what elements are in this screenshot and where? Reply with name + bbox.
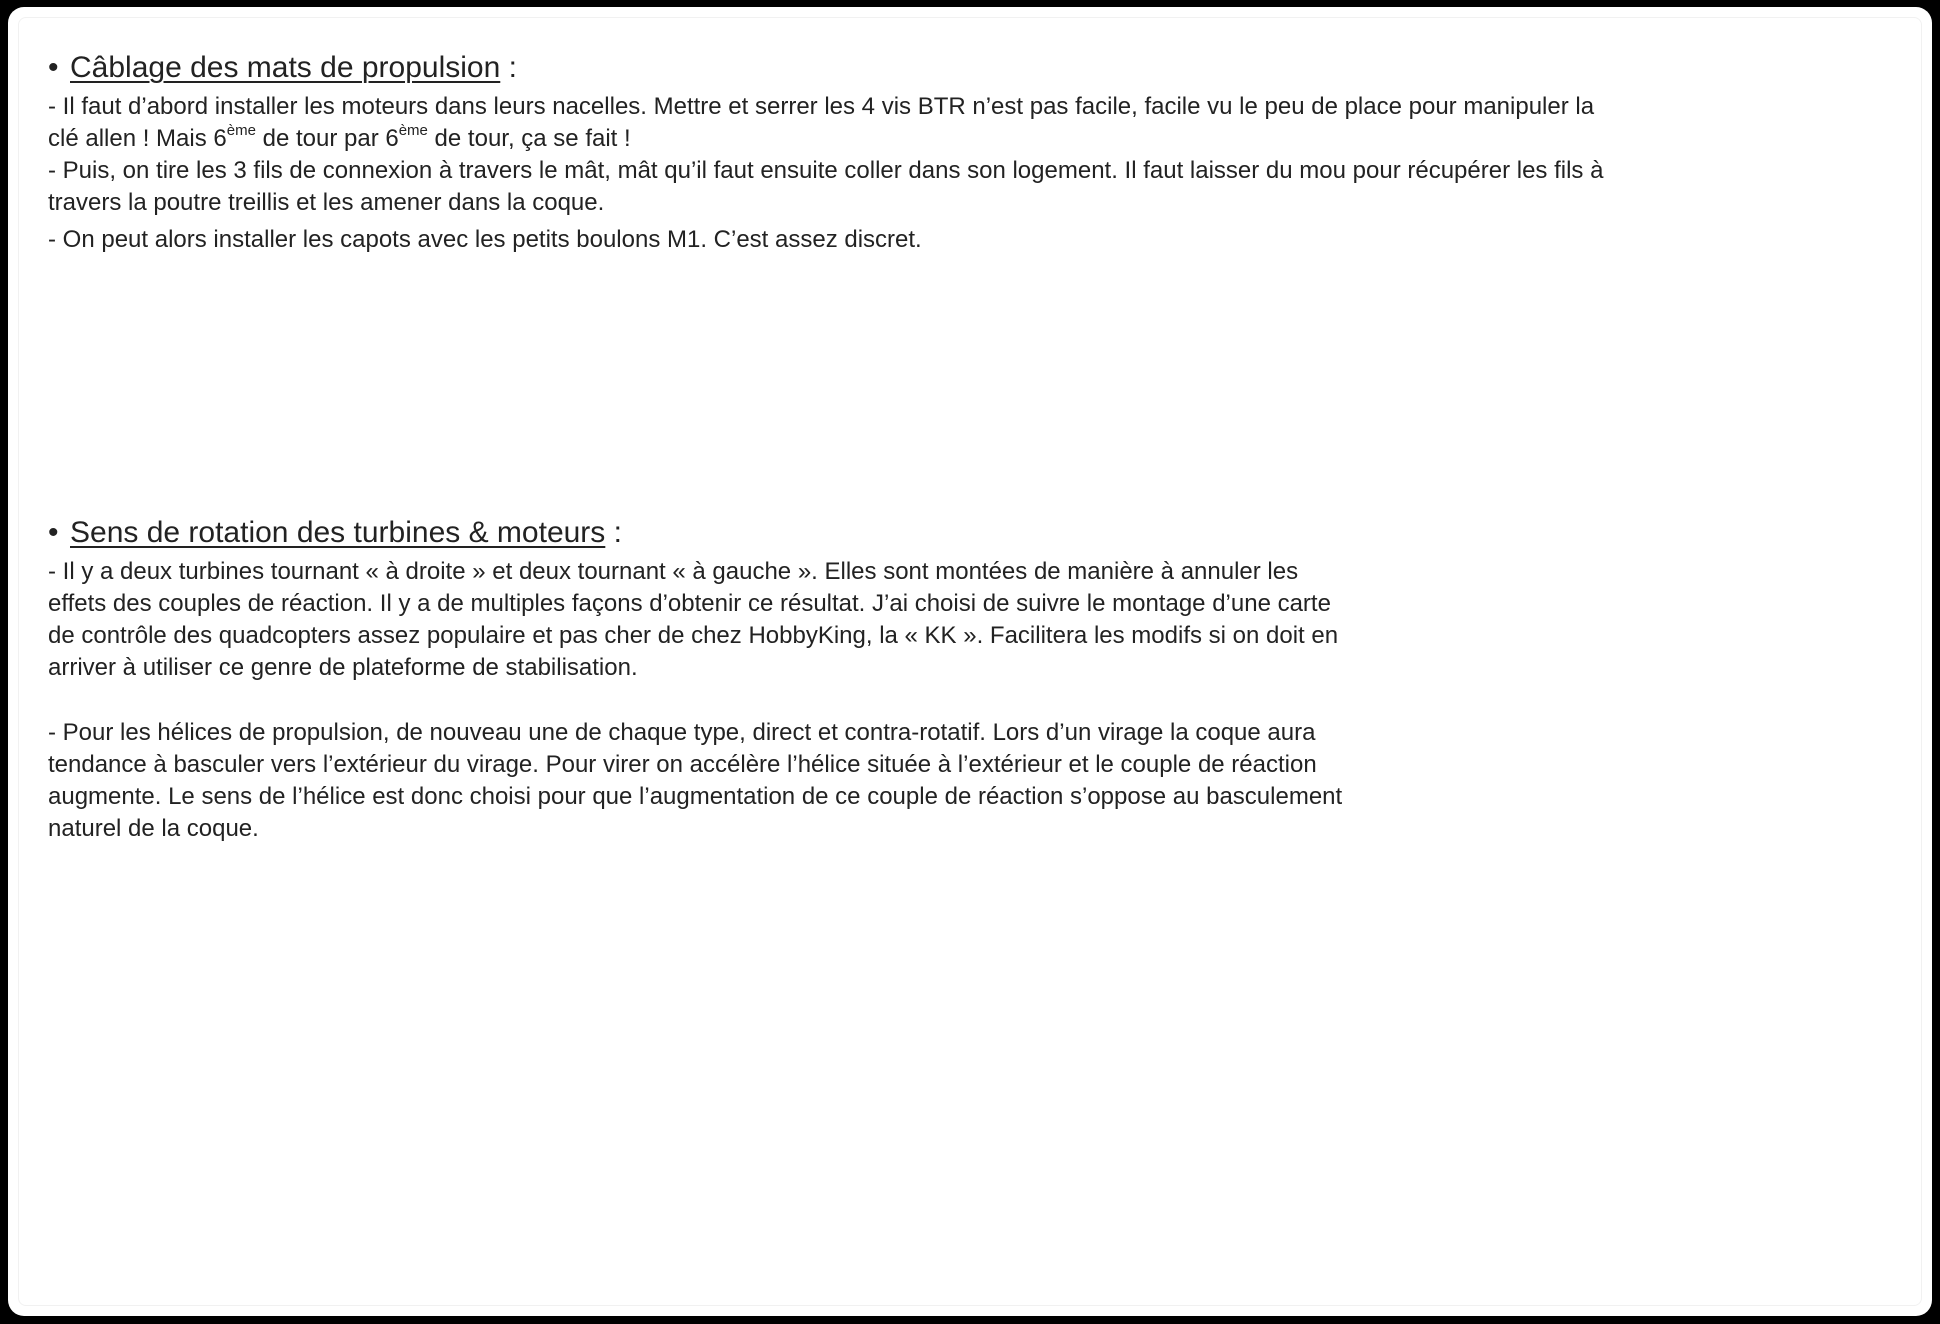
section-title: Câblage des mats de propulsion xyxy=(70,51,501,84)
paragraph-line: augmente. Le sens de l’hélice est donc choisi pour que l’augmentation de ce couple de réaction s’oppose au basculement xyxy=(48,783,1343,810)
bullet-icon: • xyxy=(48,51,59,84)
text-run: de tour, ça se fait ! xyxy=(427,125,631,152)
section-sens-rotation xyxy=(48,515,1342,845)
title-suffix: : xyxy=(500,51,517,84)
paragraph-line: effets des couples de réaction. Il y a de multiples façons d’obtenir ce résultat. J’ai choisi de suivre le montage d’une carte xyxy=(48,590,1331,617)
paragraph-line: - On peut alors installer les capots avec les petits boulons M1. C’est assez discret. xyxy=(48,226,922,253)
paragraph-line: - Pour les hélices de propulsion, de nouveau une de chaque type, direct et contra-rotatif. Lors d’un virage la coque aura xyxy=(48,719,1316,746)
paragraph-line: tendance à basculer vers l’extérieur du virage. Pour virer on accélère l’hélice située à l’extérieur et le couple de réaction xyxy=(48,751,1317,778)
section-cablage xyxy=(48,50,1603,256)
paragraph-line: naturel de la coque. xyxy=(48,815,259,842)
paragraph-line: - Il faut d’abord installer les moteurs dans leurs nacelles. Mettre et serrer les 4 vis BTR n’est pas facile, facile vu le peu de place pour manipuler la xyxy=(48,93,1595,120)
bullet-icon: • xyxy=(48,516,59,549)
paragraph-line: - Puis, on tire les 3 fils de connexion à travers le mât, mât qu’il faut ensuite coller dans son logement. Il faut laisser du mou pour récupérer les fils à xyxy=(48,157,1604,184)
paragraph-line: travers la poutre treillis et les amener dans la coque. xyxy=(48,189,605,216)
superscript: ème xyxy=(398,122,428,139)
text-run: de tour par 6 xyxy=(255,125,399,152)
paragraph-line: arriver à utiliser ce genre de plateforme de stabilisation. xyxy=(48,654,638,681)
text-run: clé allen ! Mais 6 xyxy=(48,125,227,152)
paragraph-line: de contrôle des quadcopters assez populaire et pas cher de chez HobbyKing, la « KK ». Facilitera les modifs si on doit en xyxy=(48,622,1339,649)
paragraph-line xyxy=(48,123,1603,155)
document-page xyxy=(8,7,1932,1316)
section-title: Sens de rotation des turbines & moteurs xyxy=(70,516,606,549)
paragraph-line: - Il y a deux turbines tournant « à droite » et deux tournant « à gauche ». Elles sont montées de manière à annuler les xyxy=(48,558,1299,585)
title-suffix: : xyxy=(605,516,622,549)
section-heading xyxy=(48,50,1603,86)
superscript: ème xyxy=(226,122,256,139)
section-heading xyxy=(48,515,1342,551)
